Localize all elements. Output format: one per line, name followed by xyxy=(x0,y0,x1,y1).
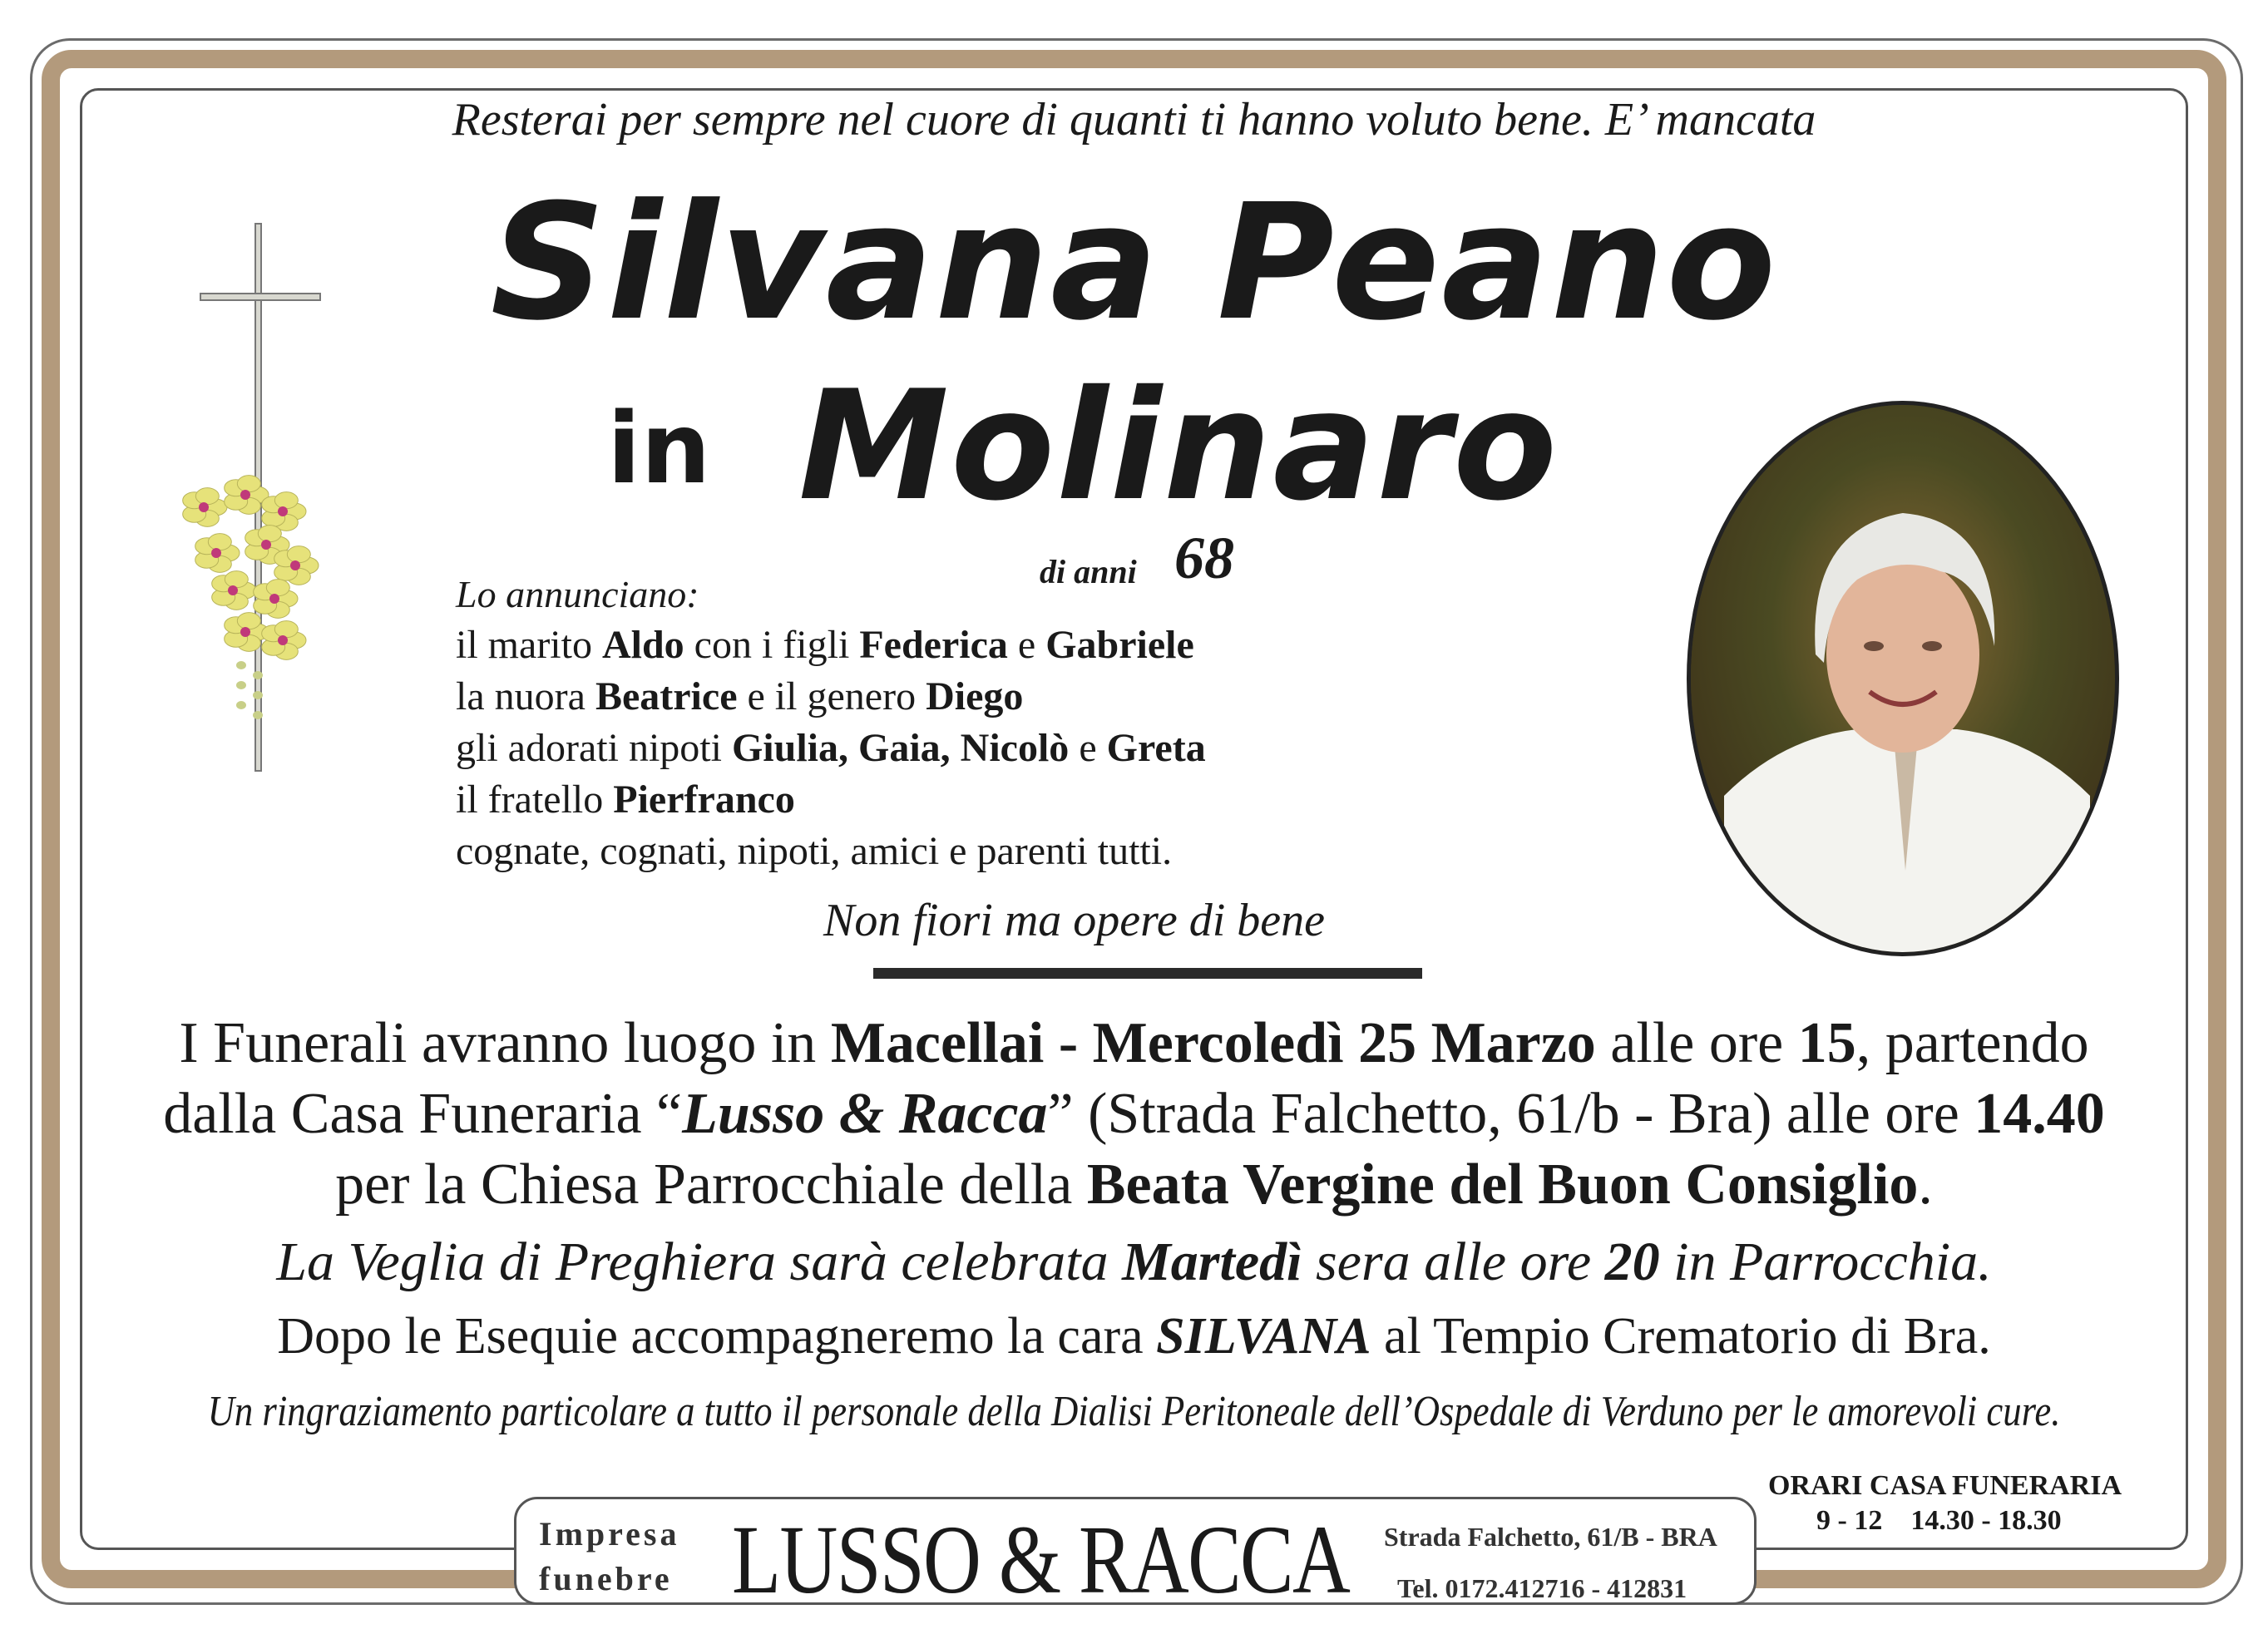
veglia-line: La Veglia di Preghiera sarà celebrata Martedì sera alle ore 20 in Parrocchia. xyxy=(276,1232,1992,1292)
funeral-line-1: I Funerali avranno luogo in Macellai - Mercoledì 25 Marzo alle ore 15, partendo xyxy=(179,1011,2089,1075)
dopo-line: Dopo le Esequie accompagneremo la cara SILVANA al Tempio Crematorio di Bra. xyxy=(277,1308,1991,1365)
announce-line: cognate, cognati, nipoti, amici e parenti tutti. xyxy=(456,829,1173,873)
funeral-line-3: per la Chiesa Parrocchiale della Beata Vergine del Buon Consiglio. xyxy=(335,1153,1933,1217)
footer-address: Strada Falchetto, 61/B - BRA xyxy=(1384,1522,1717,1552)
announce-line: la nuora Beatrice e il genero Diego xyxy=(456,674,1024,718)
non-fiori-text: Non fiori ma opere di bene xyxy=(823,895,1325,946)
footer-phone: Tel. 0172.412716 - 412831 xyxy=(1397,1573,1687,1603)
intro-text: Resterai per sempre nel cuore di quanti ti hanno voluto bene. E’ mancata xyxy=(452,94,1816,146)
deceased-name: Silvana Peano xyxy=(490,170,1778,356)
orari-heading: ORARI CASA FUNERARIA xyxy=(1768,1470,2122,1501)
age-value: 68 xyxy=(1174,525,1234,591)
funeral-line-2: dalla Casa Funeraria “Lusso & Racca” (Strada Falchetto, 61/b - Bra) alle ore 14.40 xyxy=(163,1082,2105,1146)
portrait-photo xyxy=(1687,401,2119,956)
impresa-label: Impresa funebre xyxy=(539,1515,680,1597)
orari-hours: 9 - 12 14.30 - 18.30 xyxy=(1816,1505,2062,1536)
orchid-icon xyxy=(166,466,333,732)
announce-line: il fratello Pierfranco xyxy=(456,778,795,822)
announce-line: gli adorati nipoti Giulia, Gaia, Nicolò e Greta xyxy=(456,726,1206,770)
married-prefix: in xyxy=(607,391,711,506)
announce-heading: Lo annunciano: xyxy=(456,573,699,615)
ringraziamento-line: Un ringraziamento particolare a tutto il personale della Dialisi Peritoneale dell’Ospedale di Verduno per le amorevoli cure. xyxy=(207,1388,2061,1435)
age-label: di anni xyxy=(1040,553,1137,590)
brand-name: LUSSO & RACCA xyxy=(732,1505,1350,1614)
portrait-drawing xyxy=(1691,405,2119,956)
divider-rule xyxy=(873,968,1422,979)
married-surname: Molinaro xyxy=(798,358,1559,534)
announce-line: il marito Aldo con i figli Federica e Gabriele xyxy=(456,623,1194,667)
